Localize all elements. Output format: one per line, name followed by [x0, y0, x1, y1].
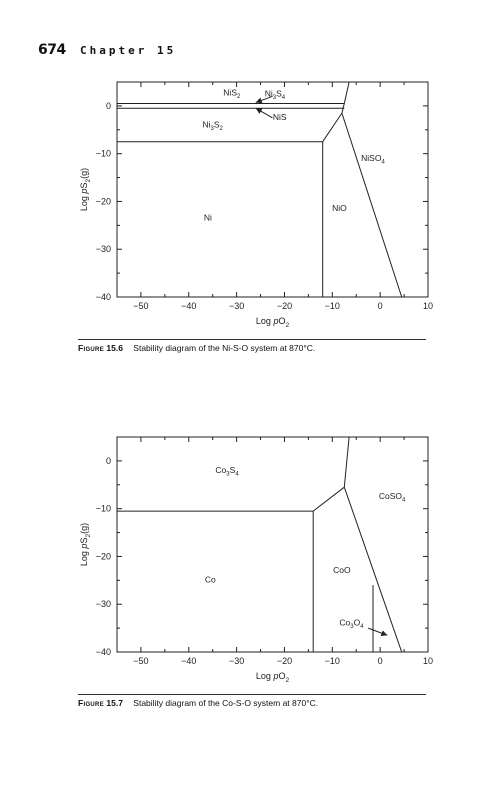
region-label: $Ni_3S_2$ [202, 119, 223, 132]
y-tick-label: −10 [95, 503, 111, 514]
figure-15-7-diagram [0, 355, 501, 700]
y-axis-label: Log $pS_2(g)$ [79, 167, 92, 212]
x-tick-label: −40 [181, 301, 197, 311]
phase-boundary [323, 113, 342, 142]
chapter-title: Chapter 15 [80, 44, 177, 57]
figure-number: 15.6 [106, 343, 123, 353]
x-tick-label: 10 [422, 301, 434, 311]
region-label: Co [204, 574, 216, 585]
x-tick-label: −10 [324, 301, 340, 311]
y-tick-label: −30 [95, 244, 111, 255]
region-label: NiS$_2$ [223, 87, 241, 100]
y-tick-label: −10 [95, 148, 111, 159]
region-label: CoO [333, 565, 351, 576]
page-number: 674 [38, 42, 66, 58]
phase-boundary [342, 113, 402, 297]
x-tick-label: −20 [276, 656, 293, 666]
region-label: $Co_3S_4$ [215, 464, 239, 478]
figure-15-7-rule [78, 694, 426, 695]
region-label: NiSO$_4$ [361, 152, 385, 166]
y-tick-label: −40 [95, 292, 111, 302]
x-tick-label: 10 [422, 656, 434, 666]
phase-boundary [344, 82, 349, 104]
figure-word: Figure [78, 343, 104, 353]
figure-word: Figure [78, 698, 104, 708]
phase-boundary [344, 437, 349, 487]
x-tick-label: −40 [181, 656, 197, 666]
x-axis-label: Log $pO_2$ [255, 316, 290, 329]
y-tick-label: −20 [95, 551, 111, 562]
y-tick-label: −20 [95, 196, 111, 207]
x-tick-label: 0 [377, 301, 383, 311]
caption-text: Stability diagram of the Co-S-O system at 870°C. [133, 698, 319, 708]
y-tick-label: 0 [105, 455, 111, 466]
figure-number: 15.7 [106, 698, 123, 708]
region-label: $Ni_3S_4$ [264, 88, 286, 101]
region-label: $Co_3O_4$ [339, 617, 364, 631]
x-tick-label: −20 [276, 301, 293, 311]
figure-15-6-caption [78, 343, 315, 353]
figure-15-6-diagram [0, 0, 501, 345]
x-tick-label: −10 [324, 656, 340, 666]
region-label: Ni [203, 212, 212, 223]
y-axis-label: Log $pS_2(g)$ [79, 522, 92, 567]
y-tick-label: −40 [95, 647, 111, 657]
plot-frame [117, 437, 428, 652]
x-axis-label: Log $pO_2$ [255, 671, 290, 684]
region-label: NiO [332, 203, 347, 213]
y-tick-label: −30 [95, 599, 111, 610]
region-label: NiS [272, 112, 287, 123]
y-tick-label: 0 [105, 100, 111, 111]
phase-boundary [313, 487, 344, 511]
x-tick-label: −30 [228, 301, 245, 311]
caption-text: Stability diagram of the Ni-S-O system at 870°C. [133, 343, 316, 353]
x-tick-label: 0 [377, 656, 383, 666]
x-tick-label: −50 [133, 656, 149, 666]
x-tick-label: −30 [228, 656, 245, 666]
x-tick-label: −50 [133, 301, 149, 311]
region-label: CoSO$_4$ [378, 491, 406, 504]
figure-15-7-caption [78, 698, 318, 708]
figure-15-6-rule [78, 339, 426, 340]
